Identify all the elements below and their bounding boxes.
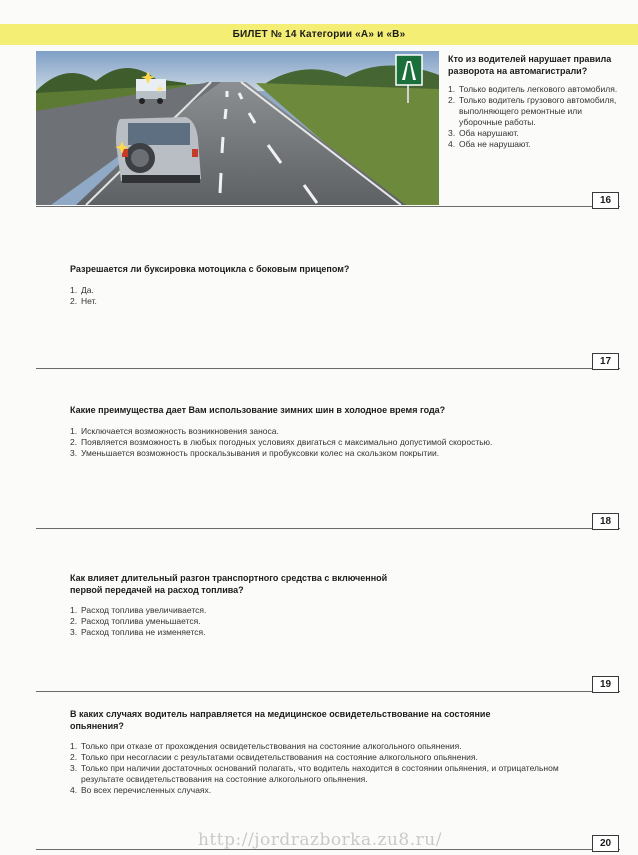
question-16-text: Кто из водителей нарушает правила разворота на автомагистрали?	[448, 54, 612, 76]
question-number-20: 20	[592, 835, 619, 852]
answer-option[interactable]: 1. Исключается возможность возникновения заноса.	[70, 425, 279, 436]
question-17-text: Разрешается ли буксировка мотоцикла с боковым прицепом?	[70, 264, 350, 274]
question-number-17: 17	[592, 353, 619, 370]
question-17	[70, 264, 590, 307]
divider	[36, 528, 620, 529]
answer-option[interactable]: 3. Только при наличии достаточных оснований полагать, что водитель находится в состоянии опьянения, и отрицательном результате освидетельствования на состояние алкогольного опьянения.	[70, 763, 559, 784]
question-20-options	[70, 741, 575, 796]
answer-option[interactable]: 4. Оба не нарушают.	[448, 139, 531, 149]
highway-illustration	[36, 51, 439, 205]
answer-option[interactable]: 1. Расход топлива увеличивается.	[70, 605, 207, 615]
question-18	[70, 405, 580, 459]
answer-option[interactable]: 1. Да.	[70, 284, 94, 295]
question-18-text: Какие преимущества дает Вам использование зимних шин в холодное время года?	[70, 405, 446, 415]
answer-option[interactable]: 1. Только при отказе от прохождения освидетельствования на состояние алкогольного опьянения.	[70, 741, 462, 751]
question-number-16: 16	[592, 192, 619, 209]
answer-option[interactable]: 2. Только при несогласии с результатами освидетельствования на состояние алкогольного опьянения.	[70, 752, 478, 762]
question-19-options	[70, 605, 400, 638]
answer-option[interactable]: 3. Уменьшается возможность проскальзывания и пробуксовки колес на скользком покрытии.	[70, 447, 440, 458]
question-20-text: В каких случаях водитель направляется на медицинское освидетельствование на состояние опьянения?	[70, 709, 491, 731]
question-20	[70, 709, 575, 796]
answer-option[interactable]: 2. Появляется возможность в любых погодных условиях двигаться с максимально допустимой скоростью.	[70, 436, 493, 447]
answer-option[interactable]: 3. Расход топлива не изменяется.	[70, 627, 206, 637]
answer-option[interactable]: 1. Только водитель легкового автомобиля.	[448, 84, 618, 94]
question-16	[448, 54, 618, 150]
answer-option[interactable]: 2. Нет.	[70, 295, 97, 306]
question-18-options	[70, 426, 580, 459]
divider	[36, 368, 620, 369]
answer-option[interactable]: 4. Во всех перечисленных случаях.	[70, 785, 212, 795]
question-17-options	[70, 285, 590, 307]
answer-option[interactable]: 3. Оба нарушают.	[448, 128, 519, 138]
question-19	[70, 573, 400, 638]
answer-option[interactable]: 2. Расход топлива уменьшается.	[70, 616, 201, 626]
watermark-url: http://jordrazborka.zu8.ru/	[198, 830, 442, 850]
question-number-19: 19	[592, 676, 619, 693]
question-19-text: Как влияет длительный разгон транспортного средства с включенной первой передачей на расход топлива?	[70, 573, 388, 595]
question-16-options	[448, 84, 618, 150]
divider	[36, 206, 620, 207]
answer-option[interactable]: 2. Только водитель грузового автомобиля, выполняющего ремонтные или уборочные работы.	[448, 95, 617, 127]
ticket-header: БИЛЕТ № 14 Категории «А» и «В»	[0, 24, 638, 45]
divider	[36, 691, 620, 692]
question-number-18: 18	[592, 513, 619, 530]
